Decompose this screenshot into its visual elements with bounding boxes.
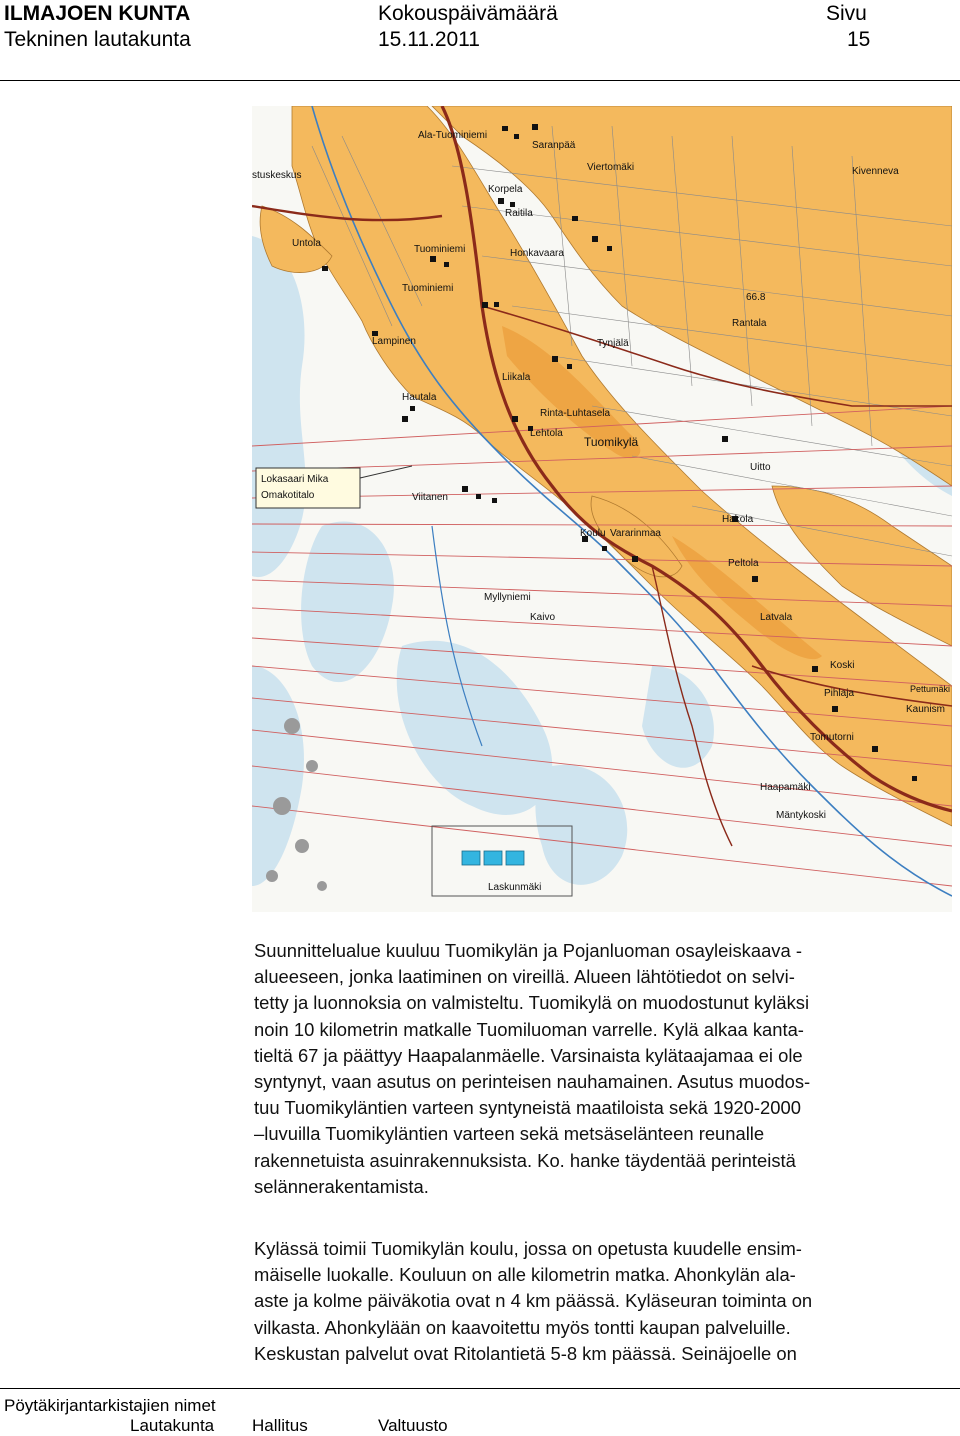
label-liikala: Liikala — [502, 372, 531, 383]
label-haapamaki: Haapamäki — [760, 782, 811, 793]
label-tuominiemi-1: Tuominiemi — [414, 244, 466, 255]
label-rantala: Rantala — [732, 318, 767, 329]
label-uitto: Uitto — [750, 462, 771, 473]
label-tuominiemi-2: Tuominiemi — [402, 283, 454, 294]
label-peltola: Peltola — [728, 558, 759, 569]
text-line: tetty ja luonnoksia on valmisteltu. Tuomikylä on muodostunut kyläksi — [254, 992, 810, 1014]
label-rinta-luhtasela: Rinta-Luhtasela — [540, 408, 611, 419]
text-line: alueeseen, jonka laatiminen on vireillä. Alueen lähtötiedot on selvi- — [254, 966, 795, 988]
text-line: tieltä 67 ja päättyy Haapalanmäelle. Varsinaista kylätaajamaa ei ole — [254, 1044, 803, 1066]
callout-owner: Lokasaari Mika — [261, 474, 329, 485]
board-name: Tekninen lautakunta — [4, 28, 191, 51]
page-number: 15 — [847, 28, 871, 51]
label-untola: Untola — [292, 238, 321, 249]
paragraph-village-services — [254, 1236, 954, 1367]
label-mantykoski: Mäntykoski — [776, 810, 827, 821]
label-stuskeskus: stuskeskus — [252, 170, 302, 181]
footer-valtuusto: Valtuusto — [378, 1416, 448, 1435]
label-viitanen: Viitanen — [412, 492, 448, 503]
label-tomutorni: Tomutorni — [810, 732, 854, 743]
label-tuomikyla: Tuomikylä — [584, 435, 639, 449]
text-line: Keskustan palvelut ovat Ritolantietä 5-8 km päässä. Seinäjoelle on — [254, 1342, 797, 1364]
label-saranpaa: Saranpää — [532, 140, 576, 151]
text-line: mäiselle luokalle. Kouluun on alle kilometrin matka. Ahonkylän ala- — [254, 1264, 796, 1286]
header-rule — [0, 80, 960, 81]
label-kaunisma: Kaunism — [906, 704, 945, 715]
footer-lautakunta: Lautakunta — [130, 1416, 215, 1435]
footer-hallitus: Hallitus — [252, 1416, 308, 1435]
meeting-date: 15.11.2011 — [378, 28, 480, 51]
label-tynjala: Tynjälä — [597, 338, 629, 349]
document-header — [0, 0, 960, 82]
label-koski: Koski — [830, 660, 855, 671]
text-line: noin 10 kilometrin matkalle Tuomiluoman varrelle. Kylä alkaa kanta- — [254, 1018, 804, 1040]
text-line: vilkasta. Ahonkylään on kaavoitettu myös tontti kaupan palveluille. — [254, 1316, 791, 1338]
label-myllyniemi: Myllyniemi — [484, 592, 531, 603]
label-lehtola: Lehtola — [530, 428, 563, 439]
date-label: Kokouspäivämäärä — [378, 2, 558, 25]
label-viertomaki: Viertomäki — [587, 162, 635, 173]
text-line: aste ja kolme päiväkotia ovat n 4 km päässä. Kyläseuran toiminta on — [254, 1290, 813, 1312]
text-line: Suunnittelualue kuuluu Tuomikylän ja Pojanluoman osayleiskaava - — [254, 940, 802, 961]
callout-type: Omakotitalo — [261, 490, 315, 501]
label-raitila: Raitila — [505, 208, 533, 219]
text-line: –luvuilla Tuomikyläntien varteen sekä metsäselänteen reunalle — [254, 1123, 765, 1145]
label-vararinmaa: Vararinmaa — [610, 528, 661, 539]
label-koulu: Koulu — [580, 528, 606, 539]
paragraph-planning-area — [254, 938, 954, 1200]
label-ala-tuominiemi: Ala-Tuominiemi — [418, 130, 488, 141]
zoning-map — [252, 106, 952, 912]
label-hautala: Hautala — [402, 392, 437, 403]
label-korpela: Korpela — [488, 184, 523, 195]
text-line: rakennetuista asuinrakennuksista. Ko. hanke täydentää perinteistä — [254, 1149, 796, 1171]
label-kaivo: Kaivo — [530, 612, 556, 623]
footer-rule — [0, 1388, 960, 1389]
text-line: tuu Tuomikyläntien varteen syntyneistä maatiloista sekä 1920-2000 — [254, 1097, 801, 1119]
page-label: Sivu — [826, 2, 867, 25]
text-line: Kylässä toimii Tuomikylän koulu, jossa on opetusta kuudelle ensim- — [254, 1238, 802, 1259]
label-laskunmaki: Laskunmäki — [488, 882, 542, 893]
label-lampinen: Lampinen — [372, 336, 416, 347]
label-pettumaki: Pettumäki — [910, 684, 951, 694]
label-latvala: Latvala — [760, 612, 793, 623]
text-line: syntynyt, vaan asutus on perinteisen nauhamainen. Asutus muodos- — [254, 1071, 811, 1093]
label-elevation: 66.8 — [746, 292, 766, 303]
label-kivenneva: Kivenneva — [852, 166, 899, 177]
label-honkavaara: Honkavaara — [510, 248, 564, 259]
label-pihlaja: Pihlaja — [824, 688, 855, 699]
org-name: ILMAJOEN KUNTA — [4, 2, 191, 25]
text-line: selännerakentamista. — [254, 1175, 429, 1197]
label-hakola: Hakola — [722, 514, 754, 525]
footer-signers-label: Pöytäkirjantarkistajien nimet — [4, 1396, 216, 1415]
water-basins — [462, 851, 524, 865]
